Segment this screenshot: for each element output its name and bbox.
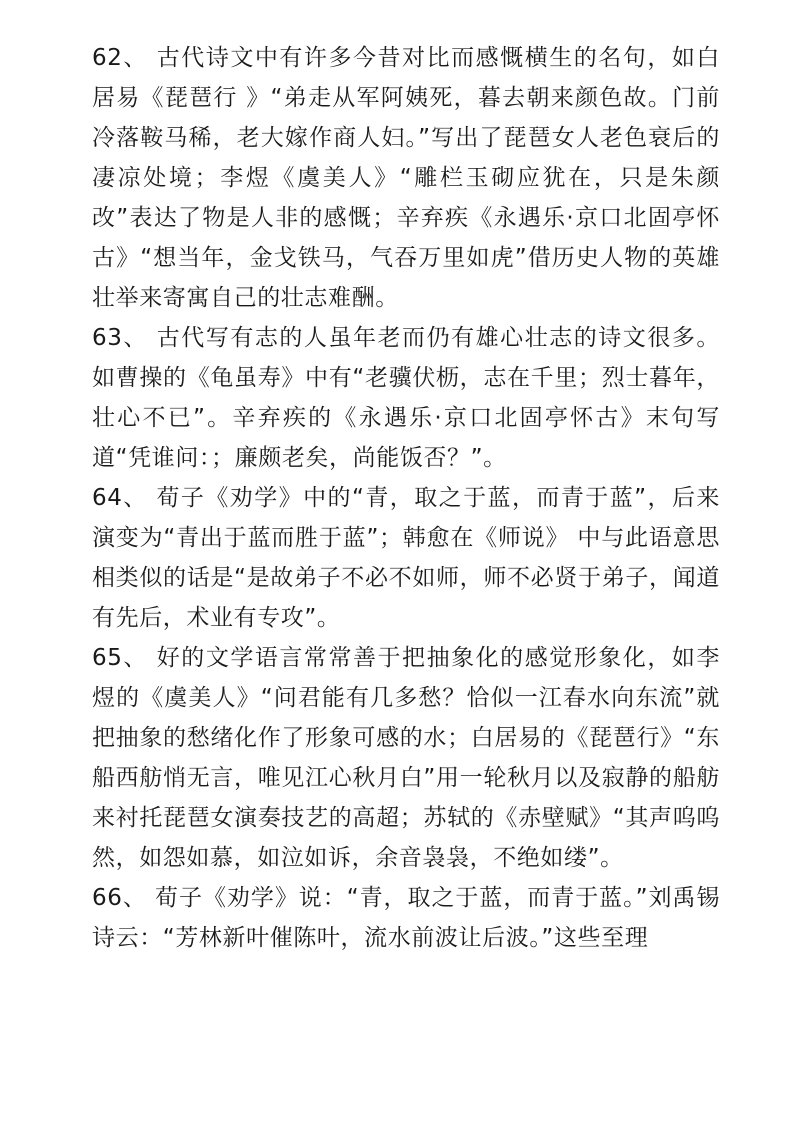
paragraph-64: 64、 荀子《劝学》中的“青，取之于蓝，而青于蓝”，后来演变为“青出于蓝而胜于蓝”；韩愈在《师说》 中与此语意思相类似的话是“是故弟子不必不如师，师不必贤于弟子，闻道有先后，术业有专攻”。	[92, 485, 720, 631]
paragraph-63: 63、 古代写有志的人虽年老而仍有雄心壮志的诗文很多。如曹操的《龟虽寿》中有“老骥伏枥，志在千里；烈士暮年，壮心不已”。辛弃疾的《永遇乐·京口北固亭怀古》末句写道“凭谁问：；廉颇老矣，尚能饭否？”。	[92, 325, 720, 471]
paragraph-62: 62、 古代诗文中有许多今昔对比而感慨横生的名句，如白居易《琵琶行 》“弟走从军阿姨死，暮去朝来颜色故。门前冷落鞍马稀，老大嫁作商人妇。”写出了琵琶女人老色衰后的凄凉处境；李煜《虞美人》“雕栏玉砌应犹在，只是朱颜改”表达了物是人非的感慨；辛弃疾《永遇乐·京口北固亭怀古》“想当年，金戈铁马，气吞万里如虎”借历史人物的英雄壮举来寄寓自己的壮志难酬。	[92, 45, 720, 311]
paragraph-65: 65、 好的文学语言常常善于把抽象化的感觉形象化，如李煜的《虞美人》“问君能有几多愁？恰似一江春水向东流”就把抽象的愁绪化作了形象可感的水；白居易的《琵琶行》“东船西舫悄无言，唯见江心秋月白”用一轮秋月以及寂静的船舫来衬托琵琶女演奏技艺的高超；苏轼的《赤壁赋》“其声呜呜然，如怨如慕，如泣如诉，余音袅袅，不绝如缕”。	[92, 645, 720, 871]
document-page	[92, 38, 720, 958]
paragraph-66: 66、 荀子《劝学》说：“青，取之于蓝，而青于蓝。”刘禹锡诗云：“芳林新叶催陈叶，流水前波让后波。”这些至理	[92, 885, 720, 951]
